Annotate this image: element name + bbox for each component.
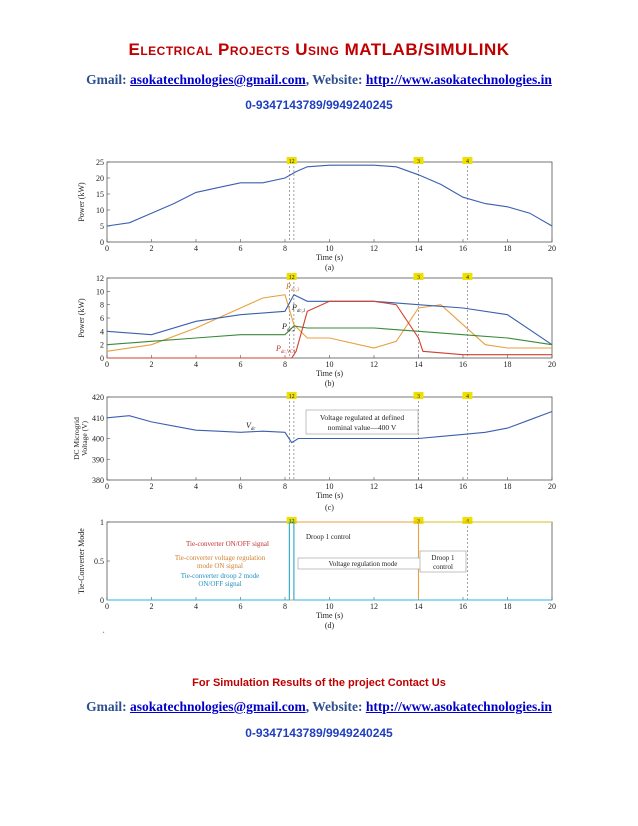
footer-gmail-label: Gmail:	[86, 699, 127, 714]
x-tick-label: 18	[503, 602, 512, 611]
event-marker-label: 4	[465, 519, 469, 525]
x-tick-label: 16	[459, 244, 467, 253]
event-marker-label: 12	[288, 275, 295, 281]
x-tick-label: 2	[149, 482, 154, 491]
legend-label: Tie-converter ON/OFF signal	[186, 540, 269, 548]
y-tick-label: 4	[100, 327, 104, 337]
y-axis-label: Voltage (V)	[80, 420, 89, 457]
y-tick-label: 8	[100, 300, 104, 310]
y-tick-label: 15	[96, 190, 104, 199]
x-tick-label: 6	[238, 602, 243, 611]
x-tick-label: 6	[238, 482, 243, 491]
stray-dot: .	[102, 622, 105, 636]
event-marker-label: 12	[288, 394, 295, 400]
y-tick-label: 1	[100, 518, 104, 527]
annotation-vreg: Voltage regulation mode	[328, 560, 398, 568]
event-marker-label: 12	[288, 159, 295, 165]
x-tick-label: 4	[194, 602, 198, 611]
x-tick-label: 10	[325, 602, 334, 611]
x-tick-label: 0	[105, 360, 109, 369]
y-tick-label: 25	[96, 158, 104, 167]
legend-label: Tie-converter droop 2 mode	[180, 572, 260, 580]
legend-label: Tie-converter voltage regulation	[174, 554, 266, 562]
annotation-line: Voltage regulated at defined	[319, 413, 405, 422]
y-tick-label: 380	[92, 476, 104, 485]
website-link[interactable]: http://www.asokatechnologies.in	[365, 72, 552, 87]
panel-label: (d)	[324, 621, 335, 630]
page-title: Electrical Projects Using MATLAB/SIMULINK	[128, 40, 510, 59]
panel-label: (a)	[325, 263, 334, 272]
y-axis-label: Tie-Converter Mode	[77, 528, 86, 594]
figure-svg	[70, 150, 570, 640]
label-vdc: $V_{dc}$	[246, 421, 256, 432]
legend-label: mode ON signal	[197, 562, 243, 570]
header-contact	[0, 72, 638, 88]
y-tick-label: 0	[100, 238, 104, 247]
x-tick-label: 16	[459, 602, 467, 611]
y-axis-label: Power (kW)	[77, 182, 86, 222]
plot-frame-0	[107, 162, 552, 242]
x-tick-label: 8	[283, 602, 287, 611]
x-tick-label: 8	[283, 244, 287, 253]
x-tick-label: 2	[149, 602, 154, 611]
y-tick-label: 20	[96, 174, 104, 183]
x-tick-label: 10	[325, 360, 334, 369]
x-tick-label: 0	[105, 482, 109, 491]
event-marker-label: 12	[288, 519, 295, 525]
x-tick-label: 20	[548, 602, 556, 611]
y-tick-label: 420	[92, 393, 104, 402]
simulation-figure	[70, 150, 570, 640]
gmail-label: Gmail:	[86, 72, 127, 87]
x-tick-label: 20	[548, 482, 556, 491]
x-tick-label: 4	[194, 360, 198, 369]
website-label: , Website:	[305, 72, 363, 87]
gmail-link[interactable]: asokatechnologies@gmail.com	[130, 72, 306, 87]
x-tick-label: 6	[238, 360, 243, 369]
x-tick-label: 10	[325, 482, 334, 491]
x-tick-label: 20	[548, 244, 556, 253]
plot-frame-1	[107, 278, 552, 358]
x-axis-label: Time (s)	[315, 253, 344, 262]
x-tick-label: 4	[194, 482, 198, 491]
x-axis-label: Time (s)	[315, 369, 344, 378]
footer-note: For Simulation Results of the project Contact Us	[192, 677, 446, 689]
footer-contact	[0, 699, 638, 715]
header-phone: 0-9347143789/9949240245	[245, 98, 393, 112]
x-tick-label: 14	[414, 244, 423, 253]
x-tick-label: 14	[414, 602, 423, 611]
event-marker-label: 4	[465, 159, 469, 165]
event-marker-label: 3	[417, 159, 420, 165]
x-tick-label: 8	[283, 482, 287, 491]
x-tick-label: 18	[503, 244, 512, 253]
y-tick-label: 6	[100, 314, 104, 323]
y-axis-label: DC Microgrid	[72, 417, 81, 460]
y-tick-label: 5	[100, 222, 104, 231]
y-tick-label: 0.5	[94, 557, 104, 566]
event-marker-label: 4	[465, 275, 469, 281]
label-pdcvc1: $P_{dc,VC1}$	[276, 344, 296, 355]
panel-label: (c)	[325, 503, 334, 512]
x-tick-label: 0	[105, 244, 109, 253]
x-tick-label: 2	[149, 360, 154, 369]
event-marker-label: 3	[417, 275, 420, 281]
footer-gmail-link[interactable]: asokatechnologies@gmail.com	[130, 699, 306, 714]
legend-label: ON/OFF signal	[198, 580, 242, 588]
event-marker-label: 3	[417, 519, 420, 525]
y-tick-label: 0	[100, 354, 104, 363]
y-tick-label: 410	[92, 413, 104, 423]
x-tick-label: 10	[325, 244, 334, 253]
footer-phone: 0-9347143789/9949240245	[245, 726, 393, 740]
panel-label: (b)	[324, 379, 335, 388]
x-tick-label: 14	[414, 482, 423, 491]
footer-website-label: , Website:	[305, 699, 363, 714]
x-tick-label: 2	[149, 244, 154, 253]
y-tick-label: 390	[92, 455, 104, 465]
y-tick-label: 10	[96, 287, 104, 297]
annotation-droop1b: control	[433, 563, 453, 571]
annotation-droop1: Droop 1 control	[306, 533, 351, 541]
x-tick-label: 4	[194, 244, 198, 253]
x-tick-label: 12	[370, 602, 378, 611]
x-tick-label: 16	[459, 482, 467, 491]
y-tick-label: 400	[92, 434, 104, 444]
x-tick-label: 8	[283, 360, 287, 369]
x-tick-label: 0	[105, 602, 109, 611]
x-tick-label: 18	[503, 482, 512, 491]
annotation-line: nominal value—400 V	[327, 423, 397, 432]
x-axis-label: Time (s)	[315, 611, 344, 620]
footer-website-link[interactable]: http://www.asokatechnologies.in	[365, 699, 552, 714]
label-pdc3: $P_{dc,3}$	[286, 282, 300, 293]
annotation-droop1b: Droop 1	[431, 554, 455, 562]
y-tick-label: 2	[100, 340, 104, 350]
y-tick-label: 12	[96, 274, 104, 283]
x-tick-label: 12	[370, 360, 378, 369]
x-tick-label: 18	[503, 360, 512, 369]
x-tick-label: 12	[370, 482, 378, 491]
event-marker-label: 4	[465, 394, 469, 400]
label-pdc2: $P_{dc,2}$	[282, 322, 296, 333]
x-tick-label: 16	[459, 360, 467, 369]
x-axis-label: Time (s)	[315, 491, 344, 500]
x-tick-label: 12	[370, 244, 378, 253]
event-marker-label: 3	[417, 394, 420, 400]
x-tick-label: 20	[548, 360, 556, 369]
x-tick-label: 14	[414, 360, 423, 369]
y-tick-label: 0	[100, 596, 104, 605]
x-tick-label: 6	[238, 244, 243, 253]
y-tick-label: 10	[96, 206, 104, 215]
label-pdc1: $P_{dc,1}$	[292, 303, 306, 314]
y-axis-label: Power (kW)	[77, 298, 86, 338]
